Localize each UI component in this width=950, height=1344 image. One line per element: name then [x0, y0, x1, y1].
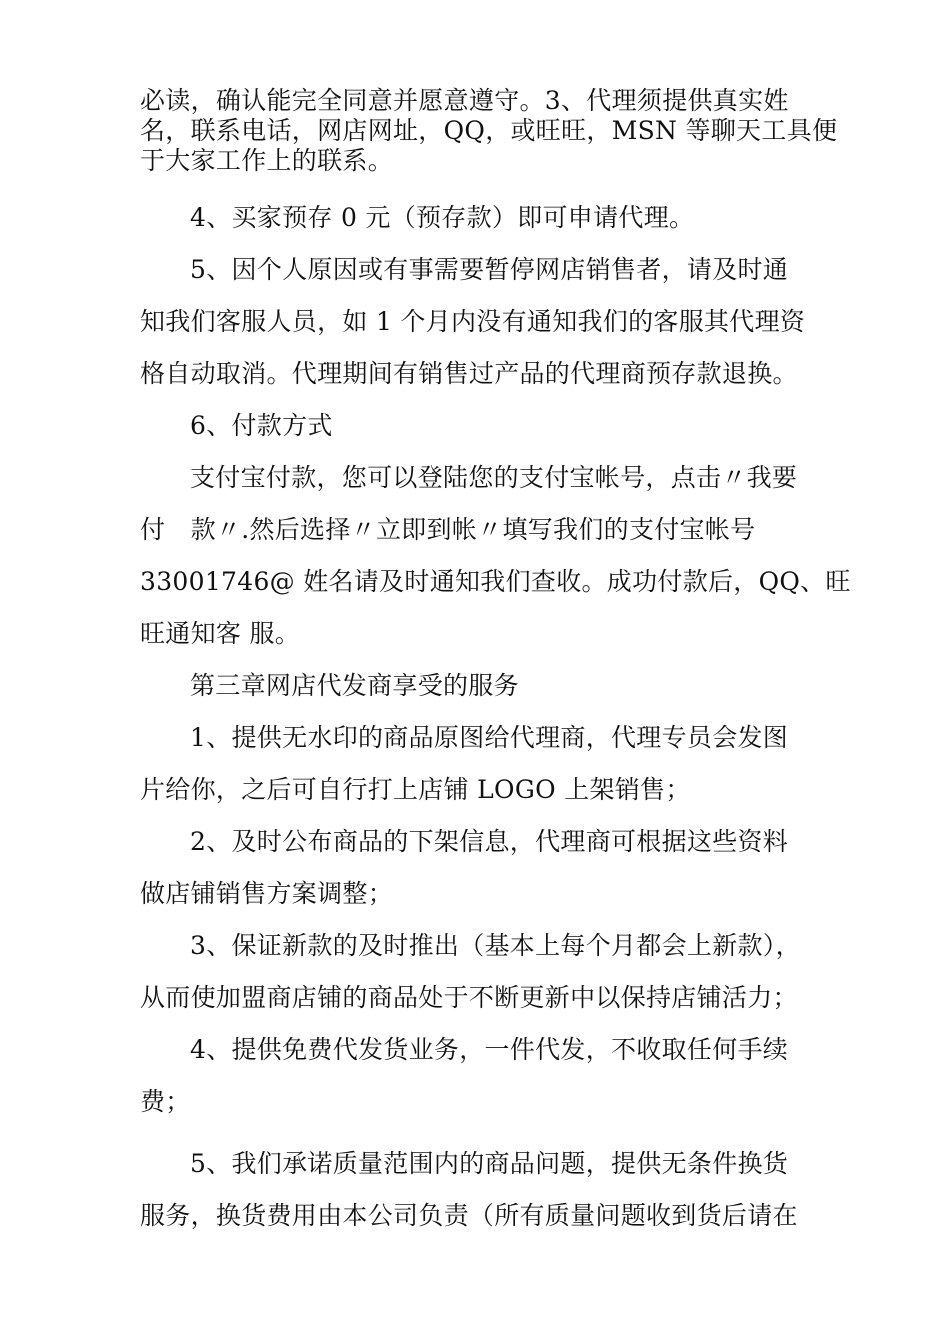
paragraph-service-1: [140, 712, 830, 816]
text-line: 付 款〃.然后选择〃立即到帐〃填写我们的支付宝帐号: [140, 515, 756, 544]
text-line: 从而使加盟商店铺的商品处于不断更新中以保持店铺活力；: [140, 983, 798, 1012]
text-line: 格自动取消。代理期间有销售过产品的代理商预存款退换。: [140, 359, 798, 388]
text-line: 支付宝付款，您可以登陆您的支付宝帐号，点击〃我要: [190, 463, 798, 492]
paragraph-service-2: [140, 816, 830, 920]
paragraph-agreement-continued: [140, 86, 838, 176]
document-page: [140, 86, 851, 1242]
text-line: 于大家工作上的联系。: [140, 146, 394, 175]
text-line: 名，联系电话，网店网址，QQ，或旺旺，MSN 等聊天工具便: [140, 116, 838, 145]
text-line: 5、我们承诺质量范围内的商品问题，提供无条件换货: [190, 1149, 789, 1178]
text-line: 服务，换货费用由本公司负责（所有质量问题收到货后请在: [140, 1201, 798, 1230]
paragraph-alipay: [140, 452, 851, 660]
paragraph-service-4: [140, 1024, 830, 1128]
text-line: 6、付款方式: [190, 411, 333, 440]
chapter-heading: [140, 660, 830, 712]
paragraph-service-5: [140, 1138, 830, 1242]
paragraph-prepayment: [140, 192, 830, 244]
text-line: 4、买家预存 0 元（预存款）即可申请代理。: [190, 203, 695, 232]
paragraph-suspension: [140, 244, 830, 400]
text-line: 33001746@ 姓名请及时通知我们查收。成功付款后，QQ、旺: [140, 567, 851, 596]
text-line: 5、因个人原因或有事需要暂停网店销售者，请及时通: [190, 255, 789, 284]
text-line: 必读，确认能完全同意并愿意遵守。3、代理须提供真实姓: [140, 86, 789, 115]
text-line: 做店铺销售方案调整；: [140, 879, 394, 908]
text-line: 第三章网店代发商享受的服务: [190, 671, 519, 700]
text-line: 旺通知客 服。: [140, 619, 301, 648]
text-line: 片给你，之后可自行打上店铺 LOGO 上架销售；: [140, 775, 691, 804]
paragraph-payment-heading: [140, 400, 830, 452]
text-line: 费；: [140, 1087, 191, 1116]
text-line: 1、提供无水印的商品原图给代理商，代理专员会发图: [190, 723, 789, 752]
text-line: 3、保证新款的及时推出（基本上每个月都会上新款），: [190, 931, 801, 960]
text-line: 2、及时公布商品的下架信息，代理商可根据这些资料: [190, 827, 789, 856]
text-line: 知我们客服人员，如 1 个月内没有通知我们的客服其代理资: [140, 307, 806, 336]
paragraph-service-3: [140, 920, 830, 1024]
text-line: 4、提供免费代发货业务，一件代发，不收取任何手续: [190, 1035, 789, 1064]
